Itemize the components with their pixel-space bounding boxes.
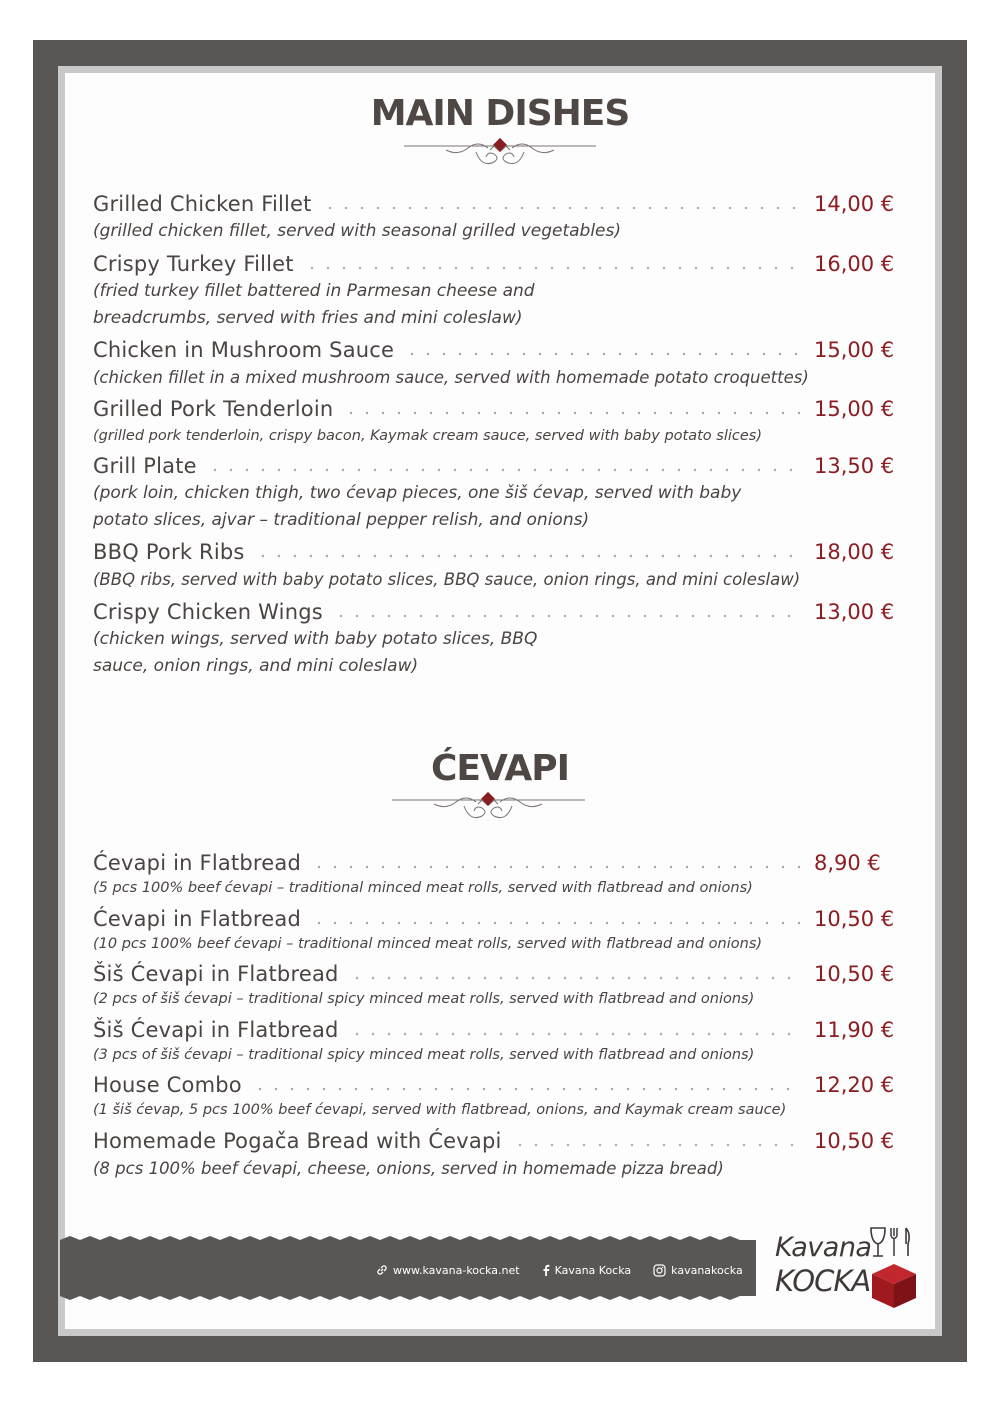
item-price: 13,50 € (814, 454, 895, 478)
dot-leader (333, 614, 802, 618)
menu-item-row (93, 901, 898, 931)
website-link[interactable] (376, 1264, 520, 1277)
dot-leader (512, 1143, 802, 1147)
item-description: (BBQ ribs, served with baby potato slices, BBQ sauce, onion rings, and mini coleslaw) (93, 570, 801, 589)
instagram-text: kavanakocka (671, 1263, 743, 1277)
dot-leader (255, 554, 802, 558)
facebook-icon (542, 1264, 550, 1276)
item-description: (8 pcs 100% beef ćevapi, cheese, onions, served in homemade pizza bread) (93, 1159, 724, 1178)
menu-item-row (93, 246, 898, 276)
item-price: 10,50 € (814, 907, 895, 931)
item-price: 18,00 € (814, 540, 895, 564)
facebook-link[interactable] (542, 1264, 632, 1277)
item-name: BBQ Pork Ribs (93, 540, 245, 564)
item-description: (10 pcs 100% beef ćevapi – traditional minced meat rolls, served with flatbread and onions) (93, 936, 763, 952)
dot-leader (304, 266, 802, 270)
item-name: House Combo (93, 1073, 242, 1097)
item-description: (chicken wings, served with baby potato slices, BBQ sauce, onion rings, and mini coleslaw) (93, 629, 538, 676)
menu-item-row (93, 1123, 898, 1153)
item-name: Crispy Turkey Fillet (93, 252, 294, 276)
menu-item-row (93, 391, 898, 421)
item-name: Šiš Ćevapi in Flatbread (93, 1018, 339, 1042)
item-name: Homemade Pogača Bread with Ćevapi (93, 1129, 502, 1153)
instagram-link[interactable] (653, 1264, 743, 1277)
item-description: (grilled pork tenderloin, crispy bacon, Kaymak cream sauce, served with baby potato slices) (93, 428, 762, 444)
item-description: (chicken fillet in a mixed mushroom sauce, served with homemade potato croquettes) (93, 368, 809, 387)
menu-item-row (93, 594, 898, 624)
dot-leader (311, 921, 802, 925)
logo-text-kavana: Kavana (775, 1232, 872, 1263)
item-description: (pork loin, chicken thigh, two ćevap pieces, one šiš ćevap, served with baby potato slices, ajvar – traditional pepper relish, and onions) (93, 483, 742, 530)
dot-leader (322, 206, 802, 210)
dot-leader (311, 865, 802, 869)
item-price: 14,00 € (814, 192, 895, 216)
website-text: www.kavana-kocka.net (393, 1263, 520, 1277)
ornament-divider-icon (0, 788, 1000, 828)
item-name: Crispy Chicken Wings (93, 600, 323, 624)
menu-item-row (93, 186, 898, 216)
facebook-text: Kavana Kocka (554, 1263, 632, 1277)
item-name: Chicken in Mushroom Sauce (93, 338, 395, 362)
dot-leader (349, 976, 802, 980)
section-title-main-dishes: MAIN DISHES (370, 93, 630, 134)
section-title-cevapi: ĆEVAPI (430, 748, 570, 789)
menu-item-row (93, 956, 898, 986)
item-name: Šiš Ćevapi in Flatbread (93, 962, 339, 986)
logo-cube-icon (770, 1222, 920, 1312)
menu-item-row (93, 448, 898, 478)
dot-leader (343, 411, 802, 415)
menu-item-row (93, 332, 898, 362)
footer-links (376, 1262, 743, 1278)
dot-leader (252, 1087, 802, 1091)
item-description: (2 pcs of šiš ćevapi – traditional spicy minced meat rolls, served with flatbread and onions) (93, 991, 755, 1007)
item-price: 8,90 € (814, 851, 881, 875)
item-description: (3 pcs of šiš ćevapi – traditional spicy minced meat rolls, served with flatbread and onions) (93, 1047, 755, 1063)
dot-leader (404, 352, 802, 356)
ornament-divider-icon (0, 134, 1000, 174)
item-name: Grilled Pork Tenderloin (93, 397, 334, 421)
item-name: Grill Plate (93, 454, 197, 478)
item-description: (grilled chicken fillet, served with seasonal grilled vegetables) (93, 221, 621, 241)
item-description: (fried turkey fillet battered in Parmesan cheese and breadcrumbs, served with fries and mini coleslaw) (93, 281, 535, 328)
item-price: 15,00 € (814, 397, 895, 421)
item-price: 11,90 € (814, 1018, 895, 1042)
item-price: 15,00 € (814, 338, 895, 362)
menu-item-row (93, 1067, 898, 1097)
dot-leader (207, 468, 802, 472)
link-icon (376, 1264, 388, 1276)
item-price: 10,50 € (814, 962, 895, 986)
menu-item-row (93, 1012, 898, 1042)
item-name: Ćevapi in Flatbread (93, 851, 301, 875)
menu-item-row (93, 845, 898, 875)
logo-text-kocka: KOCKA (775, 1264, 871, 1298)
item-price: 10,50 € (814, 1129, 895, 1153)
item-name: Grilled Chicken Fillet (93, 192, 312, 216)
instagram-icon (653, 1264, 666, 1277)
menu-item-row (93, 534, 898, 564)
item-price: 16,00 € (814, 252, 895, 276)
item-name: Ćevapi in Flatbread (93, 907, 301, 931)
item-price: 13,00 € (814, 600, 895, 624)
item-description: (1 šiš ćevap, 5 pcs 100% beef ćevapi, served with flatbread, onions, and Kaymak cream sauce) (93, 1102, 787, 1118)
item-description: (5 pcs 100% beef ćevapi – traditional minced meat rolls, served with flatbread and onions) (93, 880, 753, 896)
item-price: 12,20 € (814, 1073, 895, 1097)
dot-leader (349, 1032, 802, 1036)
